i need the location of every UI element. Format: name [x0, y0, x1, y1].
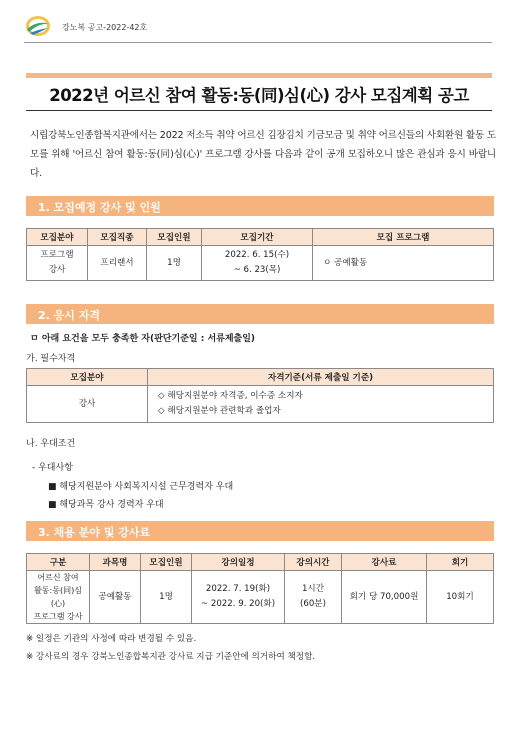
table-header-row — [27, 554, 494, 571]
hours-cell: 1시간 (60분) — [285, 571, 342, 624]
preference-item: ■ 해당과목 강사 경력자 우대 — [48, 500, 164, 510]
field-cell: 프로그램 강사 — [27, 246, 88, 281]
intro-paragraph: 시립강북노인종합복지관에서는 2022 저소득 취약 어르신 김장김치 기금모금 및 취약 어르신들의 사회환원 활동 도모를 위해 '어르신 참여 활동:동(同)심(心)' 프로그램 강사를 다음과 같이 공개 모집하오니 많은 관심과 응시 바랍니다. — [30, 130, 496, 179]
recruit-table — [26, 228, 494, 281]
table-header-cell: 모집직종 — [88, 229, 147, 246]
page-title: 2022년 어르신 참여 활동:동(同)심(心) 강사 모집계획 공고 — [49, 86, 469, 105]
table-header-cell: 모집분야 — [27, 229, 88, 246]
table-row — [27, 386, 494, 423]
table-header-cell: 강의시간 — [285, 554, 342, 571]
document-number: 강노복 공고-2022-42호 — [62, 23, 148, 32]
table-header-cell: 구분 — [27, 554, 90, 571]
footnote: ※ 일정은 기관의 사정에 따라 변경될 수 있음. — [26, 634, 197, 644]
section2-title: 2. 응시 자격 — [38, 309, 100, 322]
subject-cell: 공예활동 — [90, 571, 141, 624]
agency-logo-icon — [24, 14, 52, 38]
period-cell: 2022. 6. 15(수) ~ 6. 23(목) — [202, 246, 313, 281]
table-header-cell: 모집기간 — [202, 229, 313, 246]
table-header-cell: 모집인원 — [141, 554, 192, 571]
title-accent-bar — [26, 73, 492, 78]
footnote: ※ 강사료의 경우 강북노인종합복지관 강사료 지급 기준안에 의거하여 책정함. — [26, 652, 316, 662]
sessions-cell: 10회기 — [427, 571, 494, 624]
table-header-cell: 과목명 — [90, 554, 141, 571]
section1-title: 1. 모집예정 강사 및 인원 — [38, 201, 161, 214]
table-header-row — [27, 369, 494, 386]
preference-label: 나. 우대조건 — [26, 439, 76, 449]
section2-header — [26, 304, 494, 324]
qualification-note: ㅁ 아래 요건을 모두 충족한 자(판단기준일 : 서류제출일) — [30, 334, 256, 344]
criteria-cell: ◇ 해당지원분야 자격증, 이수증 소지자 ◇ 해당지원분야 관련학과 졸업자 — [148, 386, 494, 423]
table-row — [27, 246, 494, 281]
fee-cell: 회기 당 70,000원 — [342, 571, 427, 624]
table-header-cell: 회기 — [427, 554, 494, 571]
header-divider — [24, 42, 492, 43]
program-cell: ㅇ 공예활동 — [313, 246, 494, 281]
table-header-cell: 강사료 — [342, 554, 427, 571]
section3-title: 3. 채용 분야 및 강사료 — [38, 526, 151, 539]
preference-item: ■ 해당지원분야 사회복지시설 근무경력자 우대 — [48, 482, 234, 492]
table-header-cell: 모집 프로그램 — [313, 229, 494, 246]
table-header-cell: 모집분야 — [27, 369, 148, 386]
table-header-cell: 강의일정 — [192, 554, 285, 571]
table-row — [27, 571, 494, 624]
preference-title: - 우대사항 — [32, 463, 73, 473]
table-header-row — [27, 229, 494, 246]
document-header — [24, 14, 494, 38]
qualification-table — [26, 368, 494, 423]
job-cell: 프리랜서 — [88, 246, 147, 281]
count-cell: 1명 — [147, 246, 202, 281]
required-qualification-label: 가. 필수자격 — [26, 354, 76, 364]
section1-header — [26, 196, 494, 216]
fee-table — [26, 553, 494, 624]
table-header-cell: 자격기준(서류 제출일 기준) — [148, 369, 494, 386]
count-cell: 1명 — [141, 571, 192, 624]
schedule-cell: 2022. 7. 19(화) ~ 2022. 9. 20(화) — [192, 571, 285, 624]
table-header-cell: 모집인원 — [147, 229, 202, 246]
title-underline — [26, 110, 492, 111]
section3-header — [26, 521, 494, 541]
field-cell: 강사 — [27, 386, 148, 423]
category-cell: 어르신 참여 활동:동(同)심(心) 프로그램 강사 — [27, 571, 90, 624]
